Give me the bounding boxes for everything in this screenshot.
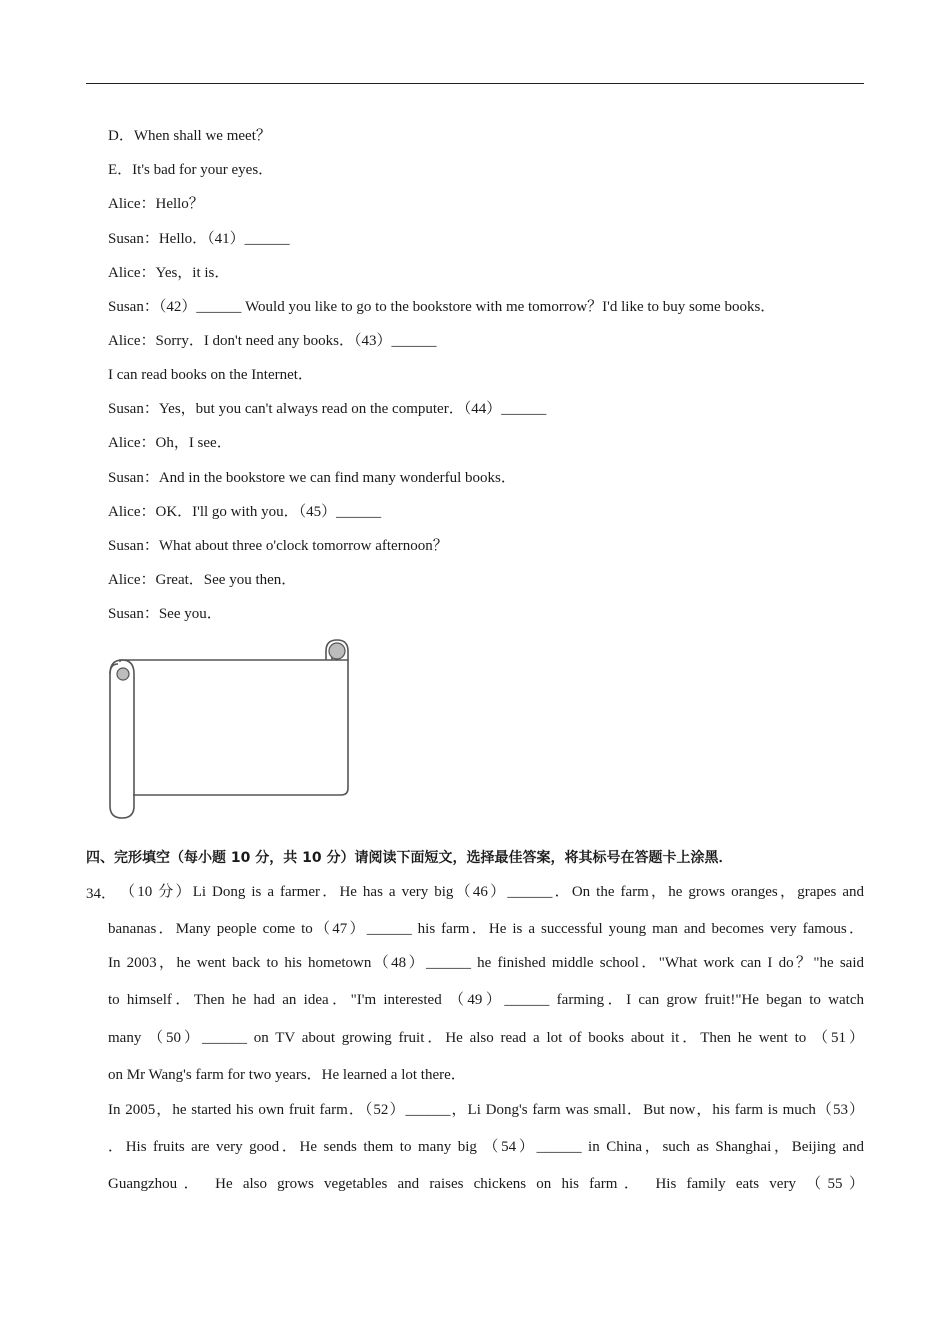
passage-line: to himself．Then he had an idea．"I'm interested （49）______ farming．I can grow fruit!"He began to watch	[108, 992, 864, 1008]
dialogue-line: Alice：OK．I'll go with you．（45）______	[108, 504, 382, 520]
section-heading: 四、完形填空（每小题 10 分，共 10 分）请阅读下面短文，选择最佳答案，将其标号在答题卡上涂黑．	[86, 850, 733, 866]
dialogue-line: Alice：Sorry．I don't need any books．（43）______	[108, 333, 437, 349]
dialogue-line: Susan：Yes，but you can't always read on the computer．（44）______	[108, 401, 547, 417]
passage-line: In 2003，he went back to his hometown（48）______ he finished middle school．"What work can I do？"he said	[108, 955, 864, 971]
dialogue-line: Alice：Oh，I see．	[108, 435, 232, 451]
option-d: D．When shall we meet？	[108, 128, 271, 144]
dialogue-line: I can read books on the Internet．	[108, 367, 313, 383]
dialogue-line: Susan：Hello．（41）______	[108, 231, 290, 247]
passage-line: ．His fruits are very good．He sends them to many big （54）______ in China，such as Shanghai，Beijing and	[108, 1139, 864, 1155]
passage-line: on Mr Wang's farm for two years．He learned a lot there．	[108, 1067, 466, 1083]
dialogue-line: Susan：（42）______ Would you like to go to the bookstore with me tomorrow？I'd like to buy some books．	[108, 299, 776, 315]
passage-line: （10 分）Li Dong is a farmer．He has a very big（46）______．On the farm，he grows oranges，grapes and	[120, 884, 864, 900]
passage-line: many （50）______ on TV about growing fruit．He also read a lot of books about it．Then he went to （51）	[108, 1030, 864, 1046]
dialogue-line: Alice：Great．See you then．	[108, 572, 297, 588]
option-e: E．It's bad for your eyes．	[108, 162, 274, 178]
dialogue-line: Alice：Hello？	[108, 196, 204, 212]
question-number: 34．	[86, 886, 117, 902]
passage-line: bananas．Many people come to（47）______ his farm．He is a successful young man and becomes very famous．	[108, 921, 864, 937]
dialogue-line: Susan：What about three o'clock tomorrow afternoon？	[108, 538, 448, 554]
dialogue-line: Alice：Yes，it is．	[108, 265, 230, 281]
passage-line: In 2005，he started his own fruit farm．（52）______，Li Dong's farm was small．But now，his farm is much（53）	[108, 1102, 864, 1118]
header-rule	[86, 83, 864, 84]
dialogue-line: Susan：See you．	[108, 606, 222, 622]
scroll-illustration	[106, 636, 356, 824]
dialogue-line: Susan：And in the bookstore we can find many wonderful books．	[108, 470, 516, 486]
passage-line: Guangzhou． He also grows vegetables and raises chickens on his farm． His family eats very （55）	[108, 1176, 864, 1192]
